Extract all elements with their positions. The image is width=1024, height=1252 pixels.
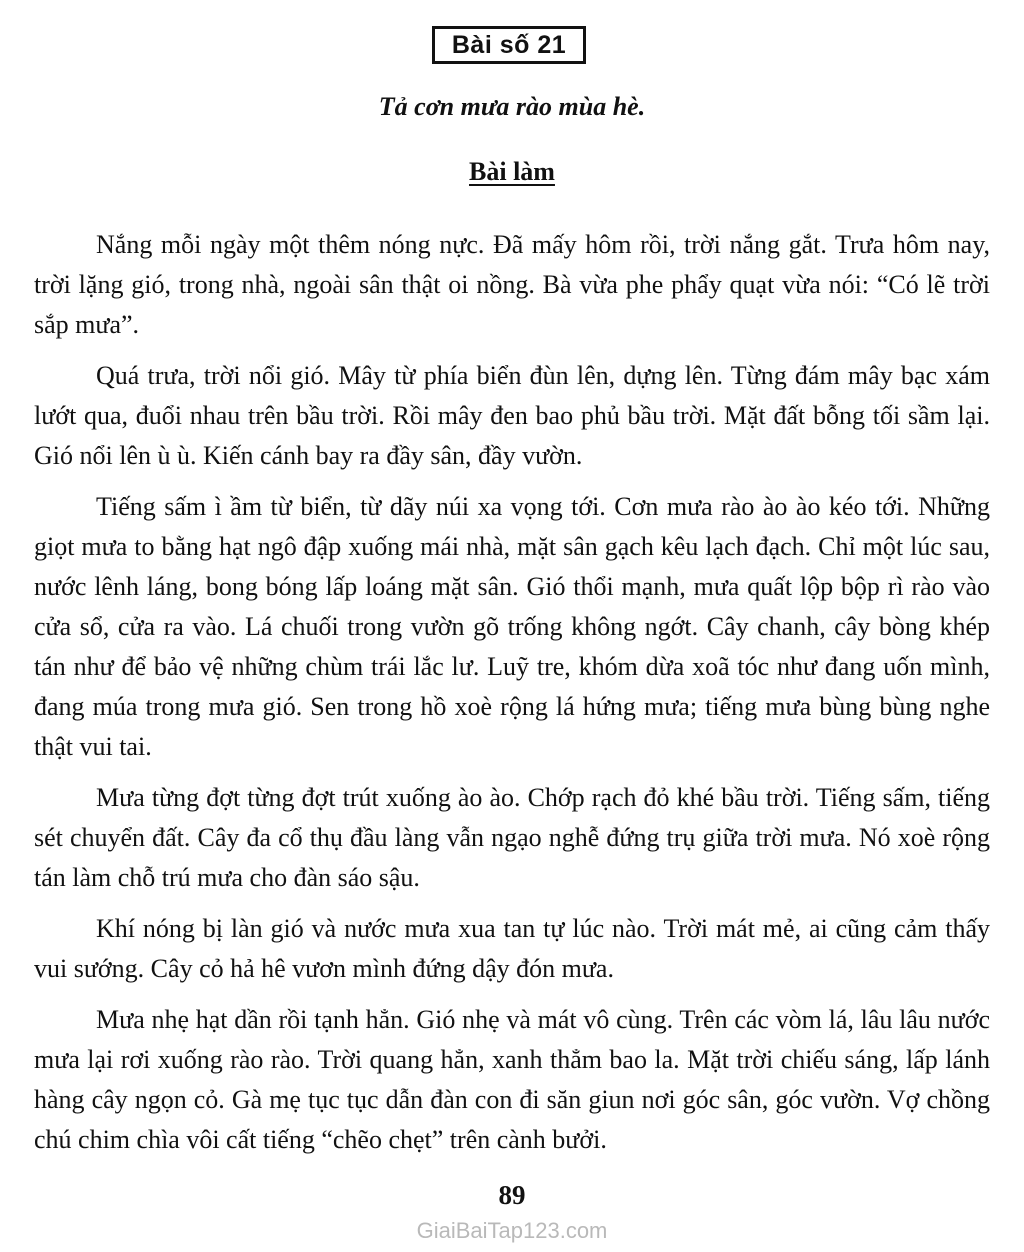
page-number: 89 bbox=[498, 1180, 526, 1210]
paragraph-2: Quá trưa, trời nổi gió. Mây từ phía biển đùn lên, dựng lên. Từng đám mây bạc xám lướt qua, đuổi nhau trên bầu trời. Rồi mây đen bao phủ bầu trời. Mặt đất bỗng tối sầm lại. Gió nổi lên ù ù. Kiến cánh bay ra đầy sân, đầy vườn. bbox=[34, 361, 990, 470]
lesson-label: Bài số 21 bbox=[451, 30, 567, 59]
paragraph-4: Mưa từng đợt từng đợt trút xuống ào ào. Chớp rạch đỏ khé bầu trời. Tiếng sấm, tiếng sét chuyển đất. Cây đa cổ thụ đầu làng vẫn ngạo nghễ đứng trụ giữa trời mưa. Nó xoè rộng tán làm chỗ trú mưa cho đàn sáo sậu. bbox=[34, 783, 990, 892]
site-watermark: GiaiBaiTap123.com bbox=[416, 1218, 608, 1243]
paragraph-1: Nắng mỗi ngày một thêm nóng nực. Đã mấy hôm rồi, trời nắng gắt. Trưa hôm nay, trời lặng gió, trong nhà, ngoài sân thật oi nồng. Bà vừa phe phẩy quạt vừa nói: “Có lẽ trời sắp mưa”. bbox=[34, 230, 990, 339]
section-title-text: Bài làm bbox=[469, 157, 555, 186]
section-title bbox=[0, 157, 1024, 187]
paragraph-6: Mưa nhẹ hạt dần rồi tạnh hẳn. Gió nhẹ và mát vô cùng. Trên các vòm lá, lâu lâu nước mưa lại rơi xuống rào rào. Trời quang hẳn, xanh thẳm bao la. Mặt trời chiếu sáng, lấp lánh hàng cây ngọn cỏ. Gà mẹ tục tục dẫn đàn con đi săn giun nơi góc sân, góc vườn. Vợ chồng chú chim chìa vôi cất tiếng “chẽo chẹt” trên cành bưởi. bbox=[34, 1005, 990, 1154]
lesson-label-box bbox=[432, 26, 586, 64]
paragraph-5: Khí nóng bị làn gió và nước mưa xua tan tự lúc nào. Trời mát mẻ, ai cũng cảm thấy vui sướng. Cây cỏ hả hê vươn mình đứng dậy đón mưa. bbox=[34, 914, 990, 983]
essay-body bbox=[34, 225, 990, 1171]
essay-prompt: Tả cơn mưa rào mùa hè. bbox=[378, 92, 646, 121]
paragraph-3: Tiếng sấm ì ầm từ biển, từ dãy núi xa vọng tới. Cơn mưa rào ào ào kéo tới. Những giọt mưa to bằng hạt ngô đập xuống mái nhà, mặt sân gạch kêu lạch đạch. Chỉ một lúc sau, nước lênh láng, bong bóng lấp loáng mặt sân. Gió thổi mạnh, mưa quất lộp bộp rì rào vào cửa sổ, cửa ra vào. Lá chuối trong vườn gõ trống không ngớt. Cây chanh, cây bòng khép tán như để bảo vệ những chùm trái lắc lư. Luỹ tre, khóm dừa xoã tóc như đang uốn mình, đang múa trong mưa gió. Sen trong hồ xoè rộng lá hứng mưa; tiếng mưa bùng bùng nghe thật vui tai. bbox=[34, 492, 990, 761]
